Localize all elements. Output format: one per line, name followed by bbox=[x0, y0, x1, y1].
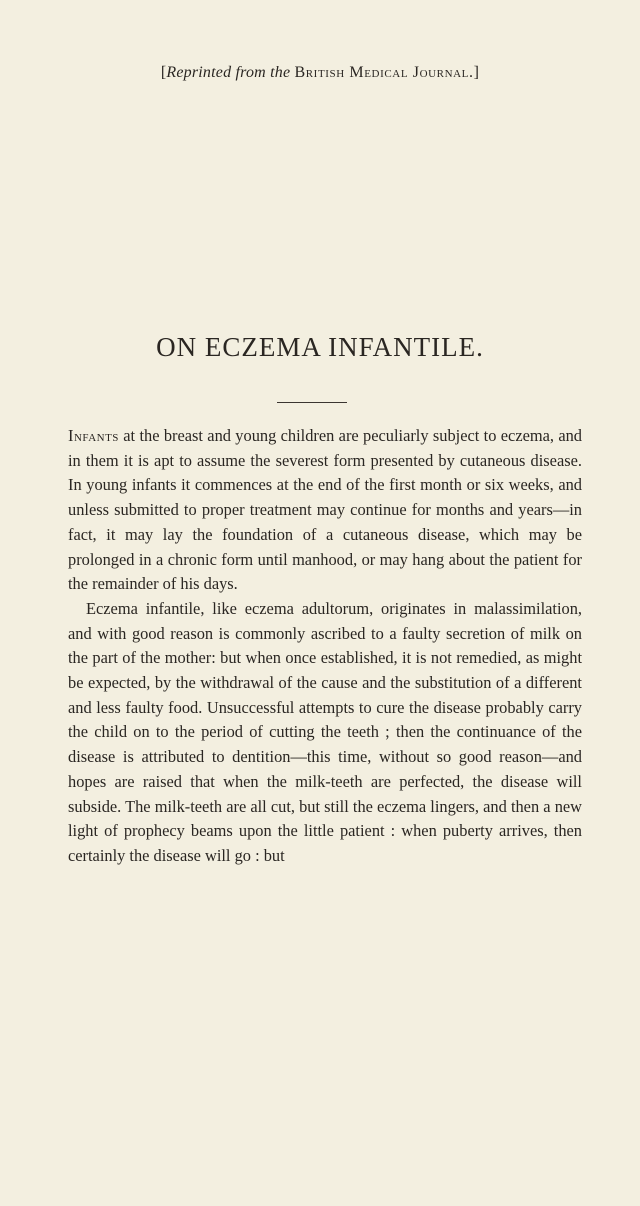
reprint-notice bbox=[0, 64, 640, 82]
paragraph-1 bbox=[68, 424, 582, 597]
paragraph-1-lead-word: Infants bbox=[68, 426, 119, 445]
bracket-close: ] bbox=[473, 64, 480, 81]
bracket-open: [ bbox=[160, 64, 167, 81]
article-body bbox=[68, 424, 582, 869]
journal-name: British Medical Journal. bbox=[294, 64, 474, 81]
title-divider bbox=[277, 402, 347, 403]
reprint-source-label: Reprinted from the bbox=[166, 64, 291, 81]
article-title: ON ECZEMA INFANTILE. bbox=[156, 332, 484, 362]
paragraph-1-text: at the breast and young children are peculiarly subject to eczema, and in them it is apt to assume the severest form presented by cutaneous disease. In young infants it commences at the end of the first month or six weeks, and unless submitted to proper treatment may continue for months and years—in fact, it may lay the foundation of a cutaneous disease, which may be prolonged in a chronic form until manhood, or may hang about the patient for the remainder of his days. bbox=[68, 426, 582, 594]
paragraph-2: Eczema infantile, like eczema adultorum, originates in malassimilation, and with good reason is commonly ascribed to a faulty secretion of milk on the part of the mother: but when once established, it is not remedied, as might be expected, by the withdrawal of the cause and the substitution of a different and less faulty food. Unsuccessful attempts to cure the disease probably carry the child on to the period of cutting the teeth ; then the continuance of the disease is attributed to dentition—this time, without so good reason—and hopes are raised that when the milk-teeth are perfected, the disease will subside. The milk-teeth are all cut, but still the eczema lingers, and then a new light of prophecy beams upon the little patient : when puberty arrives, then certainly the disease will go : but bbox=[68, 598, 582, 865]
